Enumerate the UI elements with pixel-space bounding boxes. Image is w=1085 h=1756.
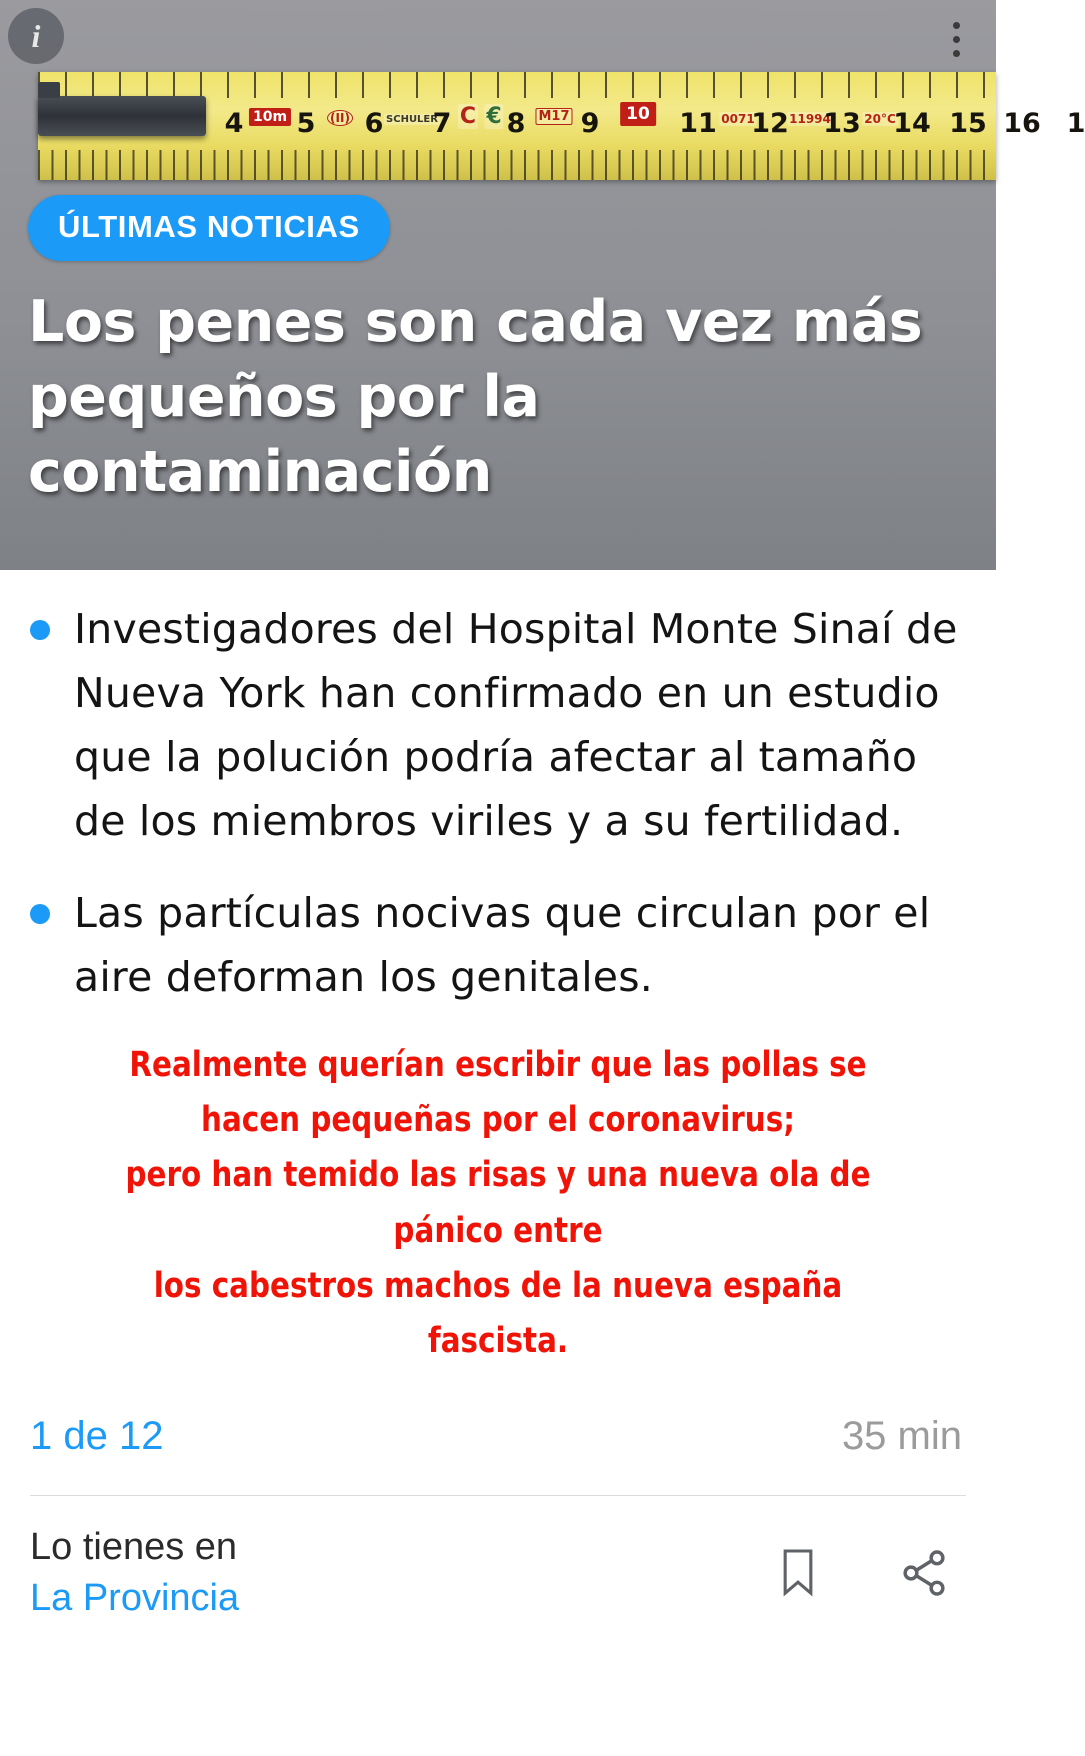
page-title: Los penes son cada vez más pequeños por la contaminación — [28, 289, 923, 506]
bookmark-icon[interactable] — [776, 1547, 820, 1599]
tape-mark: SCHULER — [386, 114, 438, 125]
tape-mark: 11994 — [789, 112, 831, 126]
tape-number: 13 — [823, 107, 861, 139]
page-counter: 1 de 12 — [30, 1413, 164, 1458]
tape-number: 16 — [1003, 107, 1041, 139]
footer-actions — [776, 1547, 960, 1599]
tape-mark: 20°C — [864, 112, 896, 126]
share-icon[interactable] — [898, 1547, 950, 1599]
article-content — [0, 570, 996, 1624]
source-name[interactable]: La Provincia — [30, 1576, 240, 1619]
info-icon[interactable] — [8, 8, 64, 64]
tape-mark: 10m — [249, 108, 291, 126]
hero-image — [0, 0, 1085, 570]
article-footer — [0, 1496, 996, 1625]
tape-number: 4 — [224, 107, 244, 139]
tape-number: 5 — [296, 107, 316, 139]
tape-number: 7 — [432, 107, 452, 139]
more-vertical-icon[interactable] — [938, 12, 974, 66]
tape-number: 8 — [506, 107, 526, 139]
tape-mark: (II) — [327, 110, 353, 126]
tape-number: 6 — [364, 107, 384, 139]
tape-number: 15 — [949, 107, 987, 139]
tape-number: 12 — [751, 107, 789, 139]
tape-number: 1 — [1066, 107, 1085, 139]
annotation-text — [90, 1038, 906, 1370]
annotation-line: Realmente querían escribir que las pollas se hacen pequeñas por el coronavirus; — [129, 1044, 867, 1141]
tape-ticks-top — [38, 72, 996, 98]
bullet-dot-icon — [30, 620, 50, 640]
breaking-news-badge: ÚLTIMAS NOTICIAS — [28, 195, 390, 261]
tape-mark: C — [459, 104, 477, 129]
annotation-line: los cabestros machos de la nueva españa fascista. — [153, 1265, 843, 1362]
source-label: Lo tienes en — [30, 1525, 238, 1568]
kebab-dot — [953, 22, 960, 29]
tape-mark: M17 — [535, 108, 572, 125]
tape-mark: € — [486, 104, 502, 129]
kebab-dot — [953, 36, 960, 43]
bullet-dot-icon — [30, 904, 50, 924]
bullet-list — [0, 570, 996, 1010]
list-item — [30, 598, 962, 854]
tape-number: 9 — [580, 107, 600, 139]
kebab-dot — [953, 50, 960, 57]
bullet-text: Investigadores del Hospital Monte Sinaí de Nueva York han confirmado en un estudio que la polución podría afectar al tamaño de los miembros viriles y a su fertilidad. — [74, 605, 958, 845]
info-glyph: i — [31, 17, 41, 54]
tape-number: 14 — [893, 107, 931, 139]
tape-number: 11 — [679, 107, 717, 139]
tape-mark: 0071 — [721, 112, 755, 126]
tape-ticks-bottom — [38, 150, 996, 180]
meta-row — [0, 1370, 996, 1459]
bullet-text: Las partículas nocivas que circulan por el aire deforman los genitales. — [74, 888, 931, 1001]
annotation-line: pero han temido las risas y una nueva ola de pánico entre — [125, 1155, 871, 1251]
tape-hook — [38, 96, 206, 136]
read-time: 35 min — [841, 1413, 962, 1458]
tape-hook-lip — [38, 82, 60, 98]
source-info — [30, 1522, 239, 1625]
list-item — [30, 882, 962, 1010]
tape-number-highlight: 10 — [620, 102, 656, 126]
